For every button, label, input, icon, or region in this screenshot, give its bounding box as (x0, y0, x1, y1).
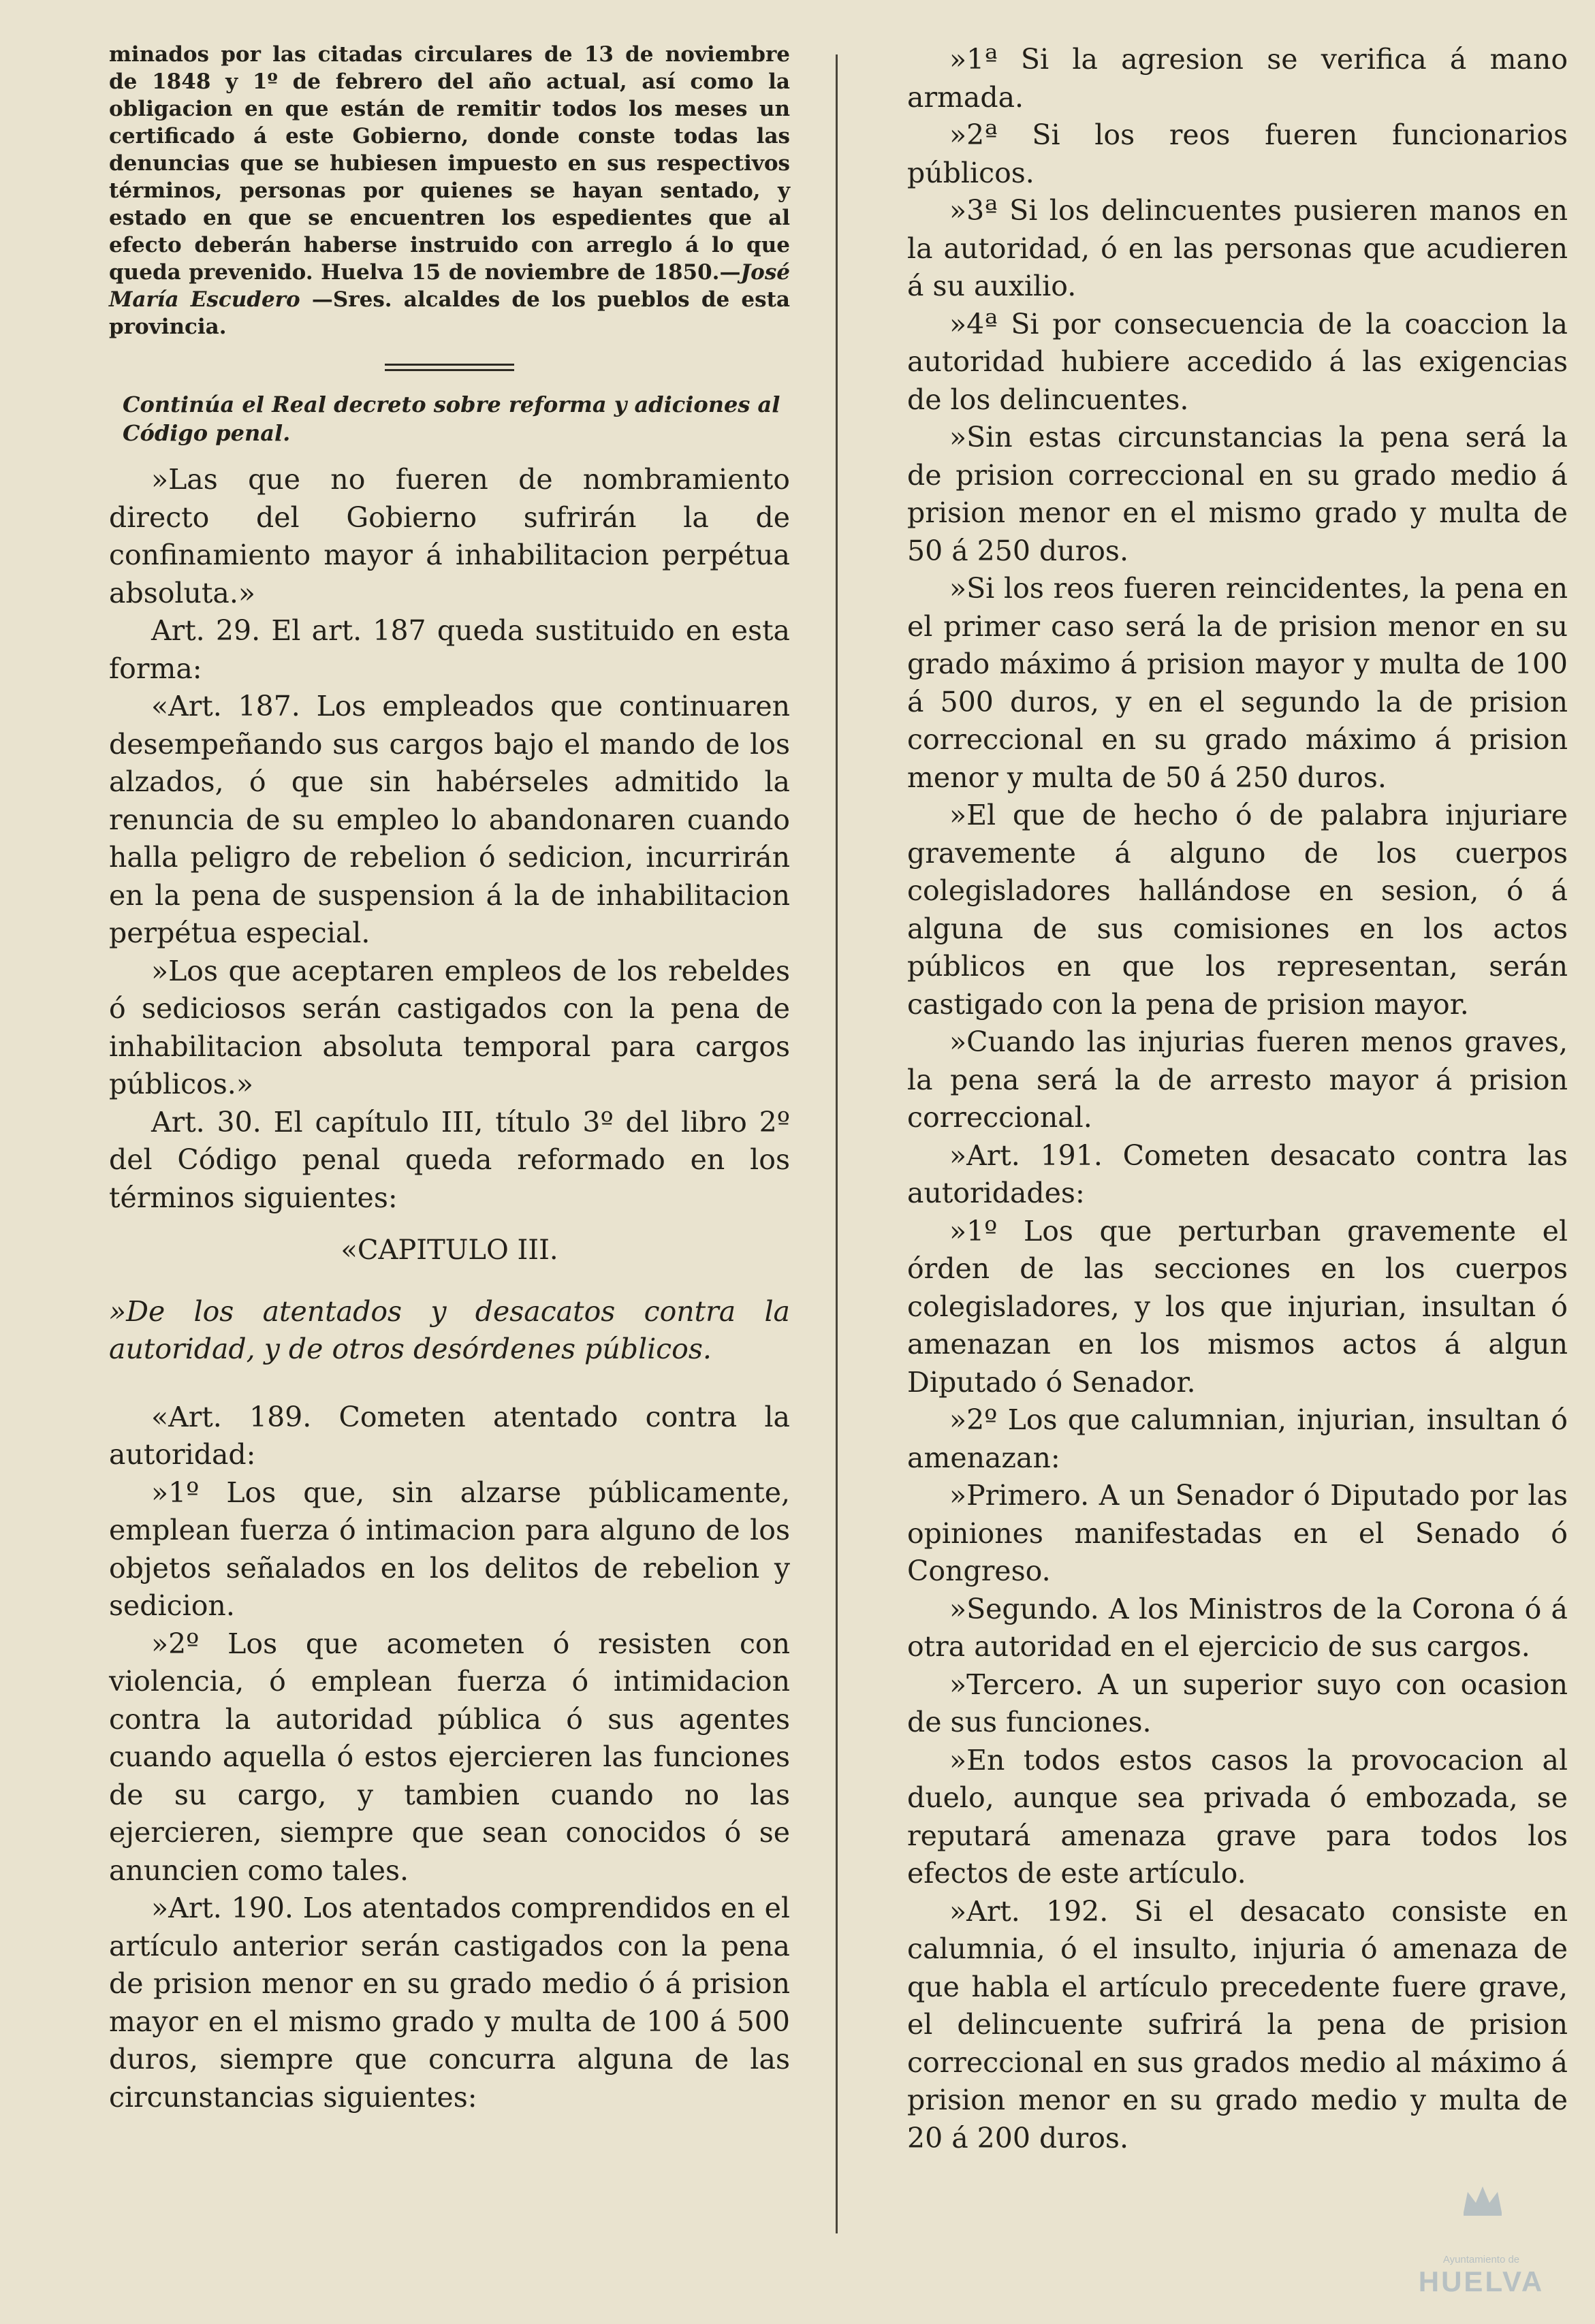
signature: José María Escudero (109, 260, 790, 312)
paragraph: »2ª Si los reos fueren funcionarios públicos. (907, 118, 1568, 189)
paragraph: »Art. 190. Los atentados comprendidos en el artículo anterior serán castigados con la pena de prision menor en su grado medio ó á prision mayor en el mismo grado y multa de 100 á 500 duros, siempre que concurra alguna de las circunstancias siguientes: (109, 1892, 790, 2114)
intro-paragraph: minados por las citadas circulares de 13 de noviembre de 1848 y 1º de febrero del año actual, así como la obligacion en que están de remitir todos los meses un certificado á este Gobierno, donde conste todas las denuncias que se hubiesen impuesto en sus respectivos términos, personas por quienes se hayan sentado, y estado en que se encuentren los espedientes que al efecto deberán haberse instruido con arreglo á lo que queda prevenido. Huelva 15 de noviembre de 1850.—José María Escudero —Sres. alcaldes de los pueblos de esta provincia. (109, 42, 790, 339)
huelva-watermark-logo (1396, 2182, 1566, 2298)
paragraph: »Segundo. A los Ministros de la Corona ó á otra autoridad en el ejercicio de sus cargos. (907, 1592, 1568, 1663)
paragraph: »1º Los que, sin alzarse públicamente, emplean fuerza ó intimacion para alguno de los objetos señalados en los delitos de rebelion y sedicion. (109, 1476, 790, 1622)
column-divider (836, 54, 838, 2233)
paragraph: »4ª Si por consecuencia de la coaccion la autoridad hubiere accedido á las exigencias de los delincuentes. (907, 307, 1568, 416)
right-column (907, 41, 1568, 2157)
chapter-heading: «CAPITULO III. (341, 1235, 558, 1266)
paragraph: »Cuando las injurias fueren menos graves, la pena será la de arresto mayor á prision correccional. (907, 1025, 1568, 1134)
continuation-heading: Continúa el Real decreto sobre reforma y adiciones al Código penal. (123, 392, 780, 446)
paragraph: »El que de hecho ó de palabra injuriare gravemente á alguno de los cuerpos colegisladores hallándose en sesion, ó á alguna de sus comisiones en los actos públicos en que los representan, serán castigado con la pena de prision mayor. (907, 799, 1568, 1021)
paragraph: «Art. 189. Cometen atentado contra la autoridad: (109, 1400, 790, 1471)
paragraph: »2º Los que acometen ó resisten con violencia, ó emplean fuerza ó intimidacion contra la autoridad pública ó sus agentes cuando aquella ó estos ejercieren las funciones de su cargo, y tambien cuando no las ejercieren, siempre que sean conocidos ó se anuncien como tales. (109, 1627, 790, 1887)
paragraph: Art. 29. El art. 187 queda sustituido en esta forma: (109, 614, 790, 685)
paragraph: »Sin estas circunstancias la pena será la de prision correccional en su grado medio á prision menor en el mismo grado y multa de 50 á 250 duros. (907, 421, 1568, 567)
left-column (109, 41, 790, 2116)
crown-icon (1461, 2182, 1504, 2216)
paragraph: »Las que no fueren de nombramiento directo del Gobierno sufrirán la de confinamiento mayor á inhabilitacion perpétua absoluta.» (109, 463, 790, 609)
watermark-title: HUELVA (1418, 2265, 1545, 2297)
paragraph: »2º Los que calumnian, injurian, insultan ó amenazan: (907, 1403, 1568, 1474)
paragraph: »En todos estos casos la provocacion al duelo, aunque sea privada ó embozada, se reputará amenaza grave para todos los efectos de este artículo. (907, 1743, 1568, 1890)
paragraph: »1ª Si la agresion se verifica á mano armada. (907, 43, 1568, 114)
paragraph: »Art. 191. Cometen desacato contra las autoridades: (907, 1139, 1568, 1209)
paragraph: »1º Los que perturban gravemente el órden de las secciones en los cuerpos colegisladores, y los que injurian, insultan ó amenazan en los mismos actos á algun Diputado ó Senador. (907, 1214, 1568, 1399)
watermark-subtitle: Ayuntamiento de (1442, 2254, 1520, 2265)
paragraph: »Tercero. A un superior suyo con ocasion de sus funciones. (907, 1668, 1568, 1738)
paragraph: »Si los reos fueren reincidentes, la pena en el primer caso será la de prision menor en su grado máximo á prision mayor y multa de 100 á 500 duros, y en el segundo la de prision correccional en su grado máximo á prision menor y multa de 50 á 250 duros. (907, 572, 1568, 794)
paragraph: »Primero. A un Senador ó Diputado por las opiniones manifestadas en el Senado ó Congreso. (907, 1479, 1568, 1587)
paragraph: Art. 30. El capítulo III, título 3º del libro 2º del Código penal queda reformado en los términos siguientes: (109, 1105, 790, 1214)
paragraph: »3ª Si los delincuentes pusieren manos en la autoridad, ó en las personas que acudieren á su auxilio. (907, 194, 1568, 302)
paragraph: »Los que aceptaren empleos de los rebeldes ó sediciosos serán castigados con la pena de inhabilitacion absoluta temporal para cargos públicos.» (109, 954, 790, 1100)
paragraph: «Art. 187. Los empleados que continuaren desempeñando sus cargos bajo el mando de los alzados, ó que sin habérseles admitido la renuncia de su empleo lo abandonaren cuando halla peligro de rebelion ó sedicion, incurrirán en la pena de suspension á la de inhabilitacion perpétua especial. (109, 690, 790, 949)
chapter-title: »De los atentados y desacatos contra la autoridad, y de otros desórdenes públicos. (109, 1294, 790, 1365)
section-separator (385, 364, 514, 371)
paragraph: »Art. 192. Si el desacato consiste en calumnia, ó el insulto, injuria ó amenaza de que habla el artículo precedente fuere grave, el delincuente sufrirá la pena de prision correccional en sus grados medio al máximo á prision menor en su grado medio y multa de 20 á 200 duros. (907, 1894, 1568, 2154)
